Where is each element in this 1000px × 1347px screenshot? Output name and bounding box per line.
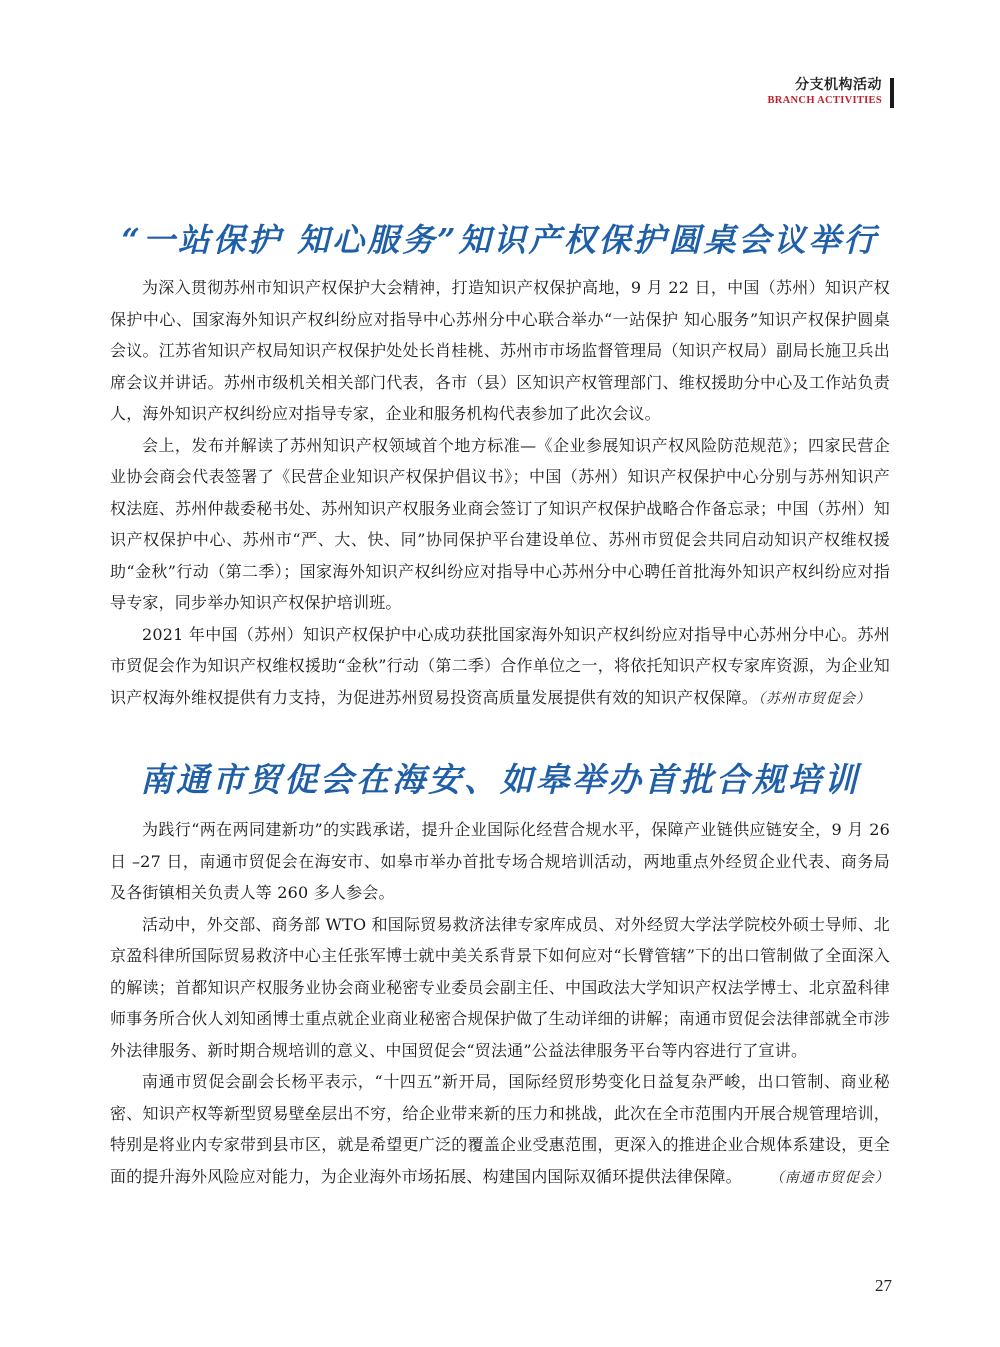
article-suzhou	[110, 218, 890, 715]
section-header	[767, 76, 882, 107]
article-paragraph: 为践行“两在两同建新功”的实践承诺，提升企业国际化经营合规水平，保障产业链供应链安全，9 月 26 日 –27 日，南通市贸促会在海安市、如皋市举办首批专场合规培训活动，两地重点外经贸企业代表、商务局及各街镇相关负责人等 260 多人参会。	[110, 820, 890, 902]
article-nantong	[110, 758, 890, 1194]
section-title-cn: 分支机构活动	[795, 77, 882, 93]
article-source: （南通市贸促会）	[769, 1169, 890, 1186]
section-title-en: BRANCH ACTIVITIES	[767, 95, 882, 106]
article-paragraph: 会上，发布并解读了苏州知识产权领域首个地方标准—《企业参展知识产权风险防范规范》；四家民营企业协会商会代表签署了《民营企业知识产权保护倡议书》；中国（苏州）知识产权保护中心分别与苏州知识产权法庭、苏州仲裁委秘书处、苏州知识产权服务业商会签订了知识产权保护战略合作备忘录；中国（苏州）知识产权保护中心、苏州市“严、大、快、同”协同保护平台建设单位、苏州市贸促会共同启动知识产权维权援助“金秋”行动（第二季）；国家海外知识产权纠纷应对指导中心苏州分中心聘任首批海外知识产权纠纷应对指导专家，同步举办知识产权保护培训班。	[110, 435, 890, 612]
article-paragraph	[110, 1066, 890, 1194]
page-number: 27	[875, 1276, 892, 1295]
article-paragraph: 活动中，外交部、商务部 WTO 和国际贸易救济法律专家库成员、对外经贸大学法学院校外硕士导师、北京盈科律所国际贸易救济中心主任张军博士就中美关系背景下如何应对“长臂管辖”下的出口管制做了全面深入的解读；首都知识产权服务业协会商业秘密专业委员会副主任、中国政法大学知识产权法学博士、北京盈科律师事务所合伙人刘知函博士重点就企业商业秘密合规保护做了生动详细的讲解；南通市贸促会法律部就全市涉外法律服务、新时期合规培训的意义、中国贸促会“贸法通”公益法律服务平台等内容进行了宣讲。	[110, 914, 891, 1060]
article-source: （苏州市贸促会）	[758, 690, 872, 707]
article-title: “一站保护 知心服务”知识产权保护圆桌会议举行	[121, 221, 879, 259]
paragraph-text: 南通市贸促会副会长杨平表示，“十四五”新开局，国际经贸形势变化日益复杂严峻，出口管制、商业秘密、知识产权等新型贸易壁垒层出不穷，给企业带来新的压力和挑战，此次在全市范围内开展合规管理培训，特别是将业内专家带到县市区，就是希望更广泛的覆盖企业受惠范围，更深入的推进企业合规体系建设，更全面的提升海外风险应对能力，为企业海外市场拓展、构建国内国际双循环提供法律保障。	[110, 1072, 890, 1186]
paragraph-text: 2021 年中国（苏州）知识产权保护中心成功获批国家海外知识产权纠纷应对指导中心苏州分中心。苏州市贸促会作为知识产权维权援助“金秋”行动（第二季）合作单位之一，将依托知识产权专家库资源，为企业知识产权海外维权提供有力支持，为促进苏州贸易投资高质量发展提供有效的知识产权保障。	[110, 624, 890, 707]
article-paragraph	[110, 619, 890, 716]
article-title: 南通市贸促会在海安、如皋举办首批合规培训	[140, 760, 860, 799]
header-divider-bar	[890, 78, 894, 108]
article-paragraph: 为深入贯彻苏州市知识产权保护大会精神，打造知识产权保护高地，9 月 22 日，中国（苏州）知识产权保护中心、国家海外知识产权纠纷应对指导中心苏州分中心联合举办“一站保护 知心服务”知识产权保护圆桌会议。江苏省知识产权局知识产权保护处处长肖桂桃、苏州市市场监督管理局（知识产权局）副局长施卫兵出席会议并讲话。苏州市级机关相关部门代表，各市（县）区知识产权管理部门、维权援助分中心及工作站负责人，海外知识产权纠纷应对指导专家，企业和服务机构代表参加了此次会议。	[110, 278, 890, 423]
